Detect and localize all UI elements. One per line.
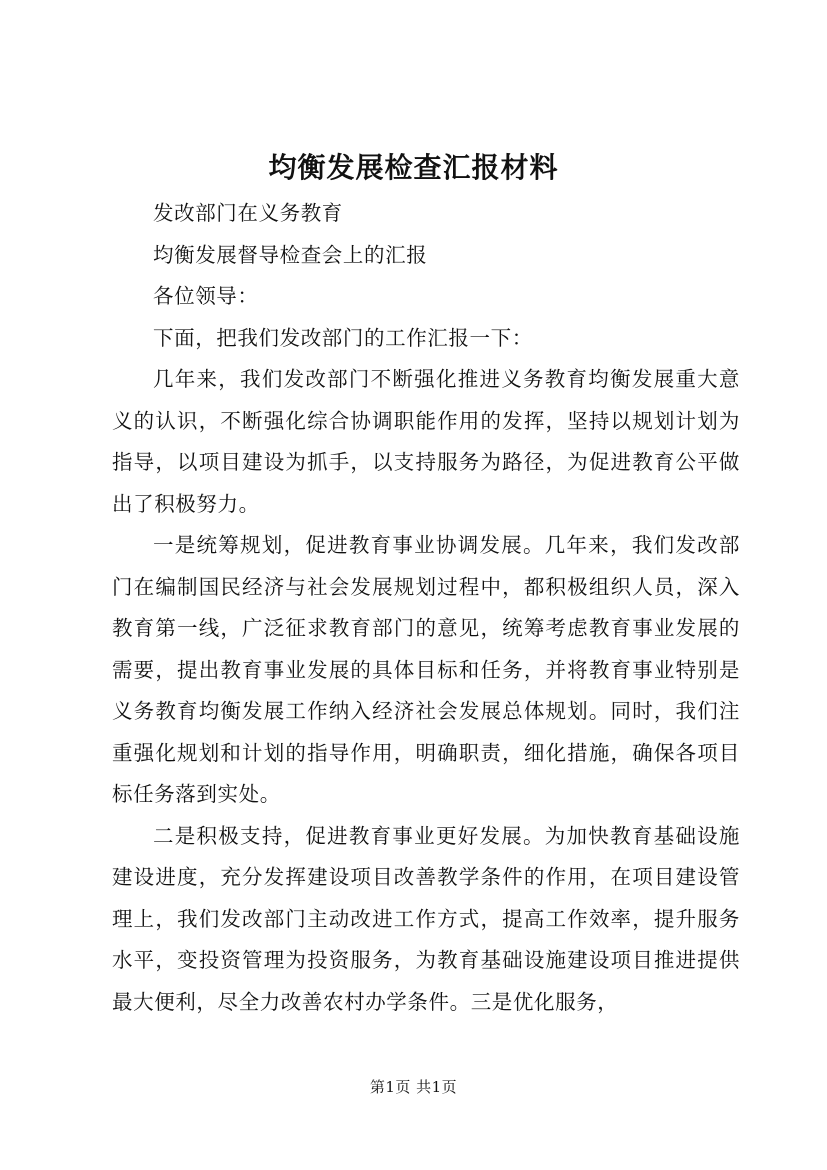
paragraph: 二是积极支持，促进教育事业更好发展。为加快教育基础设施建设进度，充分发挥建设项目改善教学条件的作用，在项目建设管理上，我们发改部门主动改进工作方式，提高工作效率，提升服务水平，变投资管理为投资服务，为教育基础设施建设项目推进提供最大便利，尽全力改善农村办学条件。三是优化服务， bbox=[112, 823, 740, 1014]
document-title: 均衡发展检查汇报材料 bbox=[268, 151, 559, 184]
paragraph: 一是统筹规划，促进教育事业协调发展。几年来，我们发改部门在编制国民经济与社会发展规划过程中，都积极组织人员，深入教育第一线，广泛征求教育部门的意见，统筹考虑教育事业发展的需要，提出教育事业发展的具体目标和任务，并将教育事业特别是义务教育均衡发展工作纳入经济社会发展总体规划。同时，我们注重强化规划和计划的指导作用，明确职责，细化措施，确保各项目标任务落到实处。 bbox=[112, 533, 740, 806]
paragraph: 各位领导： bbox=[153, 284, 259, 308]
page-footer: 第1页 共1页 bbox=[369, 1078, 458, 1096]
paragraph: 均衡发展督导检查会上的汇报 bbox=[153, 242, 428, 267]
paragraph: 几年来，我们发改部门不断强化推进义务教育均衡发展重大意义的认识，不断强化综合协调职能作用的发挥，坚持以规划计划为指导，以项目建设为抓手，以支持服务为路径，为促进教育公平做出了积极努力。 bbox=[112, 367, 740, 516]
paragraph: 发改部门在义务教育 bbox=[153, 201, 343, 225]
paragraph: 下面，把我们发改部门的工作汇报一下： bbox=[153, 325, 533, 350]
document-body bbox=[112, 193, 740, 1023]
